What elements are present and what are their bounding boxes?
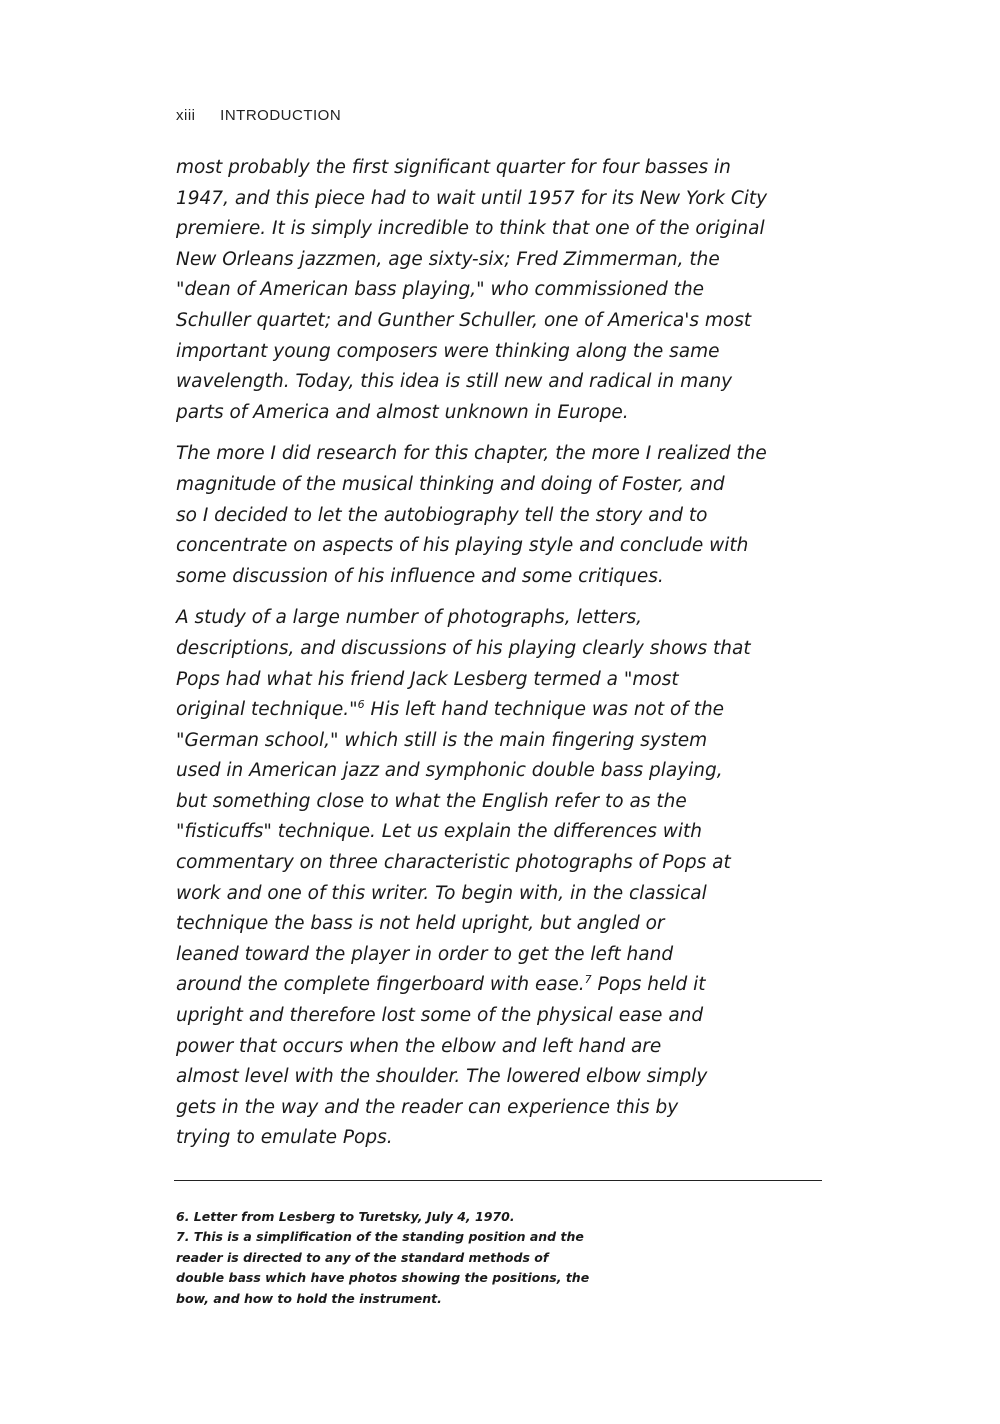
text-line: descriptions, and discussions of his playing clearly shows that bbox=[176, 637, 751, 659]
paragraph-3 bbox=[176, 603, 816, 1154]
text-line: Schuller quartet; and Gunther Schuller, one of America's most bbox=[176, 309, 752, 331]
section-title: INTRODUCTION bbox=[220, 107, 342, 124]
text-line: parts of America and almost unknown in Europe. bbox=[176, 401, 629, 423]
text-fragment: original technique." bbox=[176, 699, 358, 721]
text-line: work and one of this writer. To begin with, in the classical bbox=[176, 882, 707, 904]
text-line: almost level with the shoulder. The lowered elbow simply bbox=[176, 1066, 708, 1088]
text-line: technique the bass is not held upright, but angled or bbox=[176, 913, 665, 935]
page-number: xiii bbox=[176, 107, 196, 124]
text-line: some discussion of his influence and some critiques. bbox=[176, 565, 664, 587]
text-line: upright and therefore lost some of the physical ease and bbox=[176, 1005, 704, 1027]
text-line: power that occurs when the elbow and left hand are bbox=[176, 1035, 662, 1057]
footnotes bbox=[176, 1207, 646, 1309]
text-line: used in American jazz and symphonic double bass playing, bbox=[176, 760, 723, 782]
text-line: "dean of American bass playing," who commissioned the bbox=[176, 279, 705, 301]
footnote-ref-7: 7 bbox=[584, 973, 592, 987]
footnote-7-line: 7. This is a simplification of the standing position and the bbox=[176, 1229, 584, 1245]
text-line: "fisticuffs" technique. Let us explain the differences with bbox=[176, 821, 703, 843]
text-line: New Orleans jazzmen, age sixty-six; Fred Zimmerman, the bbox=[176, 248, 720, 270]
text-line: so I decided to let the autobiography tell the story and to bbox=[176, 504, 708, 526]
footnote-7-line: double bass which have photos showing the positions, the bbox=[176, 1270, 590, 1286]
text-line: concentrate on aspects of his playing style and conclude with bbox=[176, 535, 749, 557]
text-line: The more I did research for this chapter, the more I realized the bbox=[176, 443, 767, 465]
text-line: magnitude of the musical thinking and doing of Foster, and bbox=[176, 473, 725, 495]
text-line: "German school," which still is the main fingering system bbox=[176, 729, 708, 751]
running-head bbox=[176, 107, 341, 124]
text-line: 1947, and this piece had to wait until 1957 for its New York City bbox=[176, 187, 768, 209]
text-fragment: His left hand technique was not of the bbox=[364, 699, 725, 721]
text-line: gets in the way and the reader can experience this by bbox=[176, 1096, 679, 1118]
text-fragment: around the complete fingerboard with ease. bbox=[176, 974, 585, 996]
text-line: trying to emulate Pops. bbox=[176, 1127, 393, 1149]
footnote-7-line: reader is directed to any of the standard methods of bbox=[176, 1249, 549, 1265]
footnote-6: 6. Letter from Lesberg to Turetsky, July 4, 1970. bbox=[176, 1209, 515, 1224]
footnote-ref-6: 6 bbox=[357, 698, 365, 712]
text-line: Pops had what his friend Jack Lesberg termed a "most bbox=[176, 668, 679, 690]
text-line-with-note-7 bbox=[176, 970, 816, 1001]
text-line-with-note-6 bbox=[176, 695, 816, 726]
text-line: A study of a large number of photographs, letters, bbox=[176, 607, 642, 629]
body-text bbox=[176, 153, 816, 1165]
footnote-7-line: bow, and how to hold the instrument. bbox=[176, 1290, 442, 1306]
text-line: commentary on three characteristic photographs of Pops at bbox=[176, 852, 731, 874]
text-fragment: Pops held it bbox=[591, 974, 706, 996]
text-line: important young composers were thinking along the same bbox=[176, 340, 720, 362]
paragraph-1 bbox=[176, 153, 816, 428]
text-line: most probably the first significant quarter for four basses in bbox=[176, 157, 731, 178]
text-line: premiere. It is simply incredible to think that one of the original bbox=[176, 218, 765, 240]
text-line: but something close to what the English refer to as the bbox=[176, 790, 687, 812]
text-line: wavelength. Today, this idea is still new and radical in many bbox=[176, 371, 733, 393]
text-line: leaned toward the player in order to get the left hand bbox=[176, 943, 674, 965]
footnote-divider bbox=[174, 1180, 822, 1181]
paragraph-2 bbox=[176, 439, 816, 592]
